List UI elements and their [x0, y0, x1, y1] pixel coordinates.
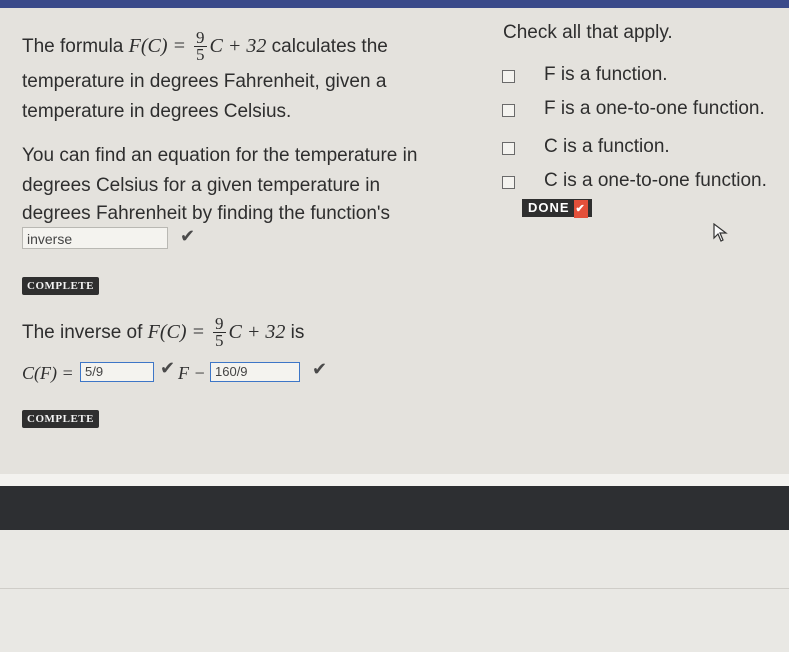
fraction-denominator: 5: [215, 331, 224, 351]
fraction-numerator: 9: [196, 28, 205, 48]
lower-area: [0, 530, 789, 652]
checkbox[interactable]: [502, 142, 515, 155]
divider-strip: [0, 474, 789, 486]
inverse-fn: F(C) =: [147, 321, 211, 343]
complete-badge: COMPLETE: [22, 277, 99, 295]
inverse-line: [22, 316, 304, 349]
formula-rest: C + 32: [209, 35, 267, 57]
mouse-cursor-icon: [712, 223, 730, 243]
intro-text-pre: The formula: [22, 36, 129, 57]
intro-line-3: temperature in degrees Celsius.: [22, 101, 292, 122]
check-mark-icon: ✔: [180, 226, 196, 246]
formula-fn: F(C) =: [128, 35, 192, 57]
c-of-f-label: C(F) =: [22, 363, 74, 383]
f-minus-label: F −: [178, 363, 206, 383]
complete-badge: COMPLETE: [22, 410, 99, 428]
done-check-icon: ✔: [574, 200, 588, 218]
check-mark-icon: ✔: [312, 359, 328, 379]
check-all-title: Check all that apply.: [503, 22, 673, 43]
top-accent-bar: [0, 0, 789, 8]
inverse-rest: C + 32: [228, 321, 286, 343]
checkbox[interactable]: [502, 70, 515, 83]
checkbox[interactable]: [502, 176, 515, 189]
answer-constant-input[interactable]: 160/9: [210, 362, 300, 382]
check-mark-icon: ✔: [160, 358, 176, 378]
intro-line-2: temperature in degrees Fahrenheit, given a: [22, 71, 387, 92]
option-label: C is a one-to-one function.: [544, 170, 767, 191]
option-label: F is a one-to-one function.: [544, 98, 765, 119]
inverse-text-post: is: [285, 322, 305, 343]
question-line-2: degrees Celsius for a given temperature in: [22, 175, 381, 196]
done-label: DONE: [528, 200, 570, 215]
formula-fraction: [194, 30, 207, 63]
fraction-denominator: 5: [196, 45, 205, 65]
intro-line-1: [22, 30, 388, 63]
question-line-3: degrees Fahrenheit by finding the function's: [22, 203, 391, 224]
inverse-fraction: [213, 316, 226, 349]
checkbox[interactable]: [502, 104, 515, 117]
faint-divider: [0, 588, 789, 589]
dark-band: [0, 486, 789, 530]
fraction-numerator: 9: [215, 314, 224, 334]
option-label: C is a function.: [544, 136, 670, 157]
question-line-1: You can find an equation for the temperature in: [22, 145, 418, 166]
intro-text-post: calculates the: [266, 36, 388, 57]
answer-inverse-input[interactable]: inverse: [22, 227, 168, 249]
done-button[interactable]: [522, 199, 592, 217]
inverse-text-pre: The inverse of: [22, 322, 148, 343]
answer-coefficient-input[interactable]: 5/9: [80, 362, 154, 382]
option-label: F is a function.: [544, 64, 668, 85]
